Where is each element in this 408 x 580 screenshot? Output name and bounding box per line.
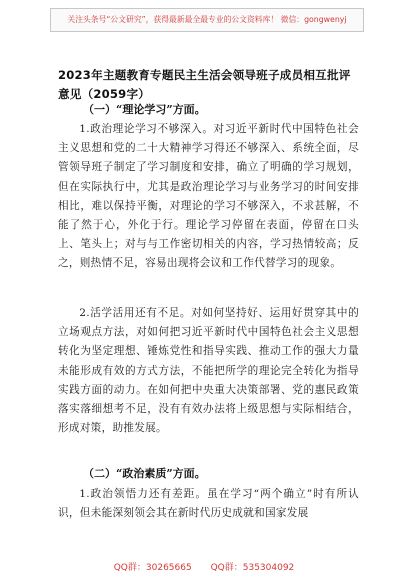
section-heading-politics: （二）“政治素质”方面。 — [83, 467, 206, 480]
document-title: 2023年主题教育专题民主生活会领导班子成员相互批评意见（2059字） — [58, 68, 351, 101]
paragraph-theory-1: 1.政治理论学习不够深入。对习近平新时代中国特色社会主义思想和党的二十大精神学习得还不够深入、系统全面，尽管领导班子制定了学习制度和安排，确立了明确的学习规划，但在实际执行中，尤其是政治理论学习与业务学习的时间安排相比，难以保持平衡，对理论的学习不够深入，不求甚解，不能了然于心，外化于行。理论学习停留在表面，停留在口头上、笔头上；对与与工作密切相关的内容，学习热情较高；反之，则热情不足，容易出现将会议和工作代替学习的现象。 — [58, 123, 359, 270]
section-heading-theory: （一）“理论学习”方面。 — [83, 103, 206, 116]
footer-qq-group-1: QQ群：30265665 — [113, 563, 192, 573]
footer-contacts — [0, 560, 408, 573]
paragraph-politics-1: 1.政治领悟力还有差距。虽在学习“两个确立”时有所认识，但未能深刻领会其在新时代历史成就和国家发展 — [58, 488, 359, 520]
footer-qq-group-2: QQ群：535304092 — [210, 563, 295, 573]
paragraph-theory-2: 2.活学活用还有不足。对如何坚持好、运用好贯穿其中的立场观点方法，对如何把习近平新时代中国特色社会主义思想转化为坚定理想、锤炼党性和指导实践、推动工作的强大力量未能形成有效的方式方法，不能把所学的理论完全转化为指导实践方面的动力。在如何把中央重大决策部署、党的惠民政策落实落细想考不足，没有有效办法将上级思想与实际相结合，形成对策，助推发展。 — [58, 307, 359, 435]
promo-banner: 关注头条号“公文研究”，获得最新最全最专业的公文资料库！ 微信：gongwenyj — [50, 8, 364, 32]
